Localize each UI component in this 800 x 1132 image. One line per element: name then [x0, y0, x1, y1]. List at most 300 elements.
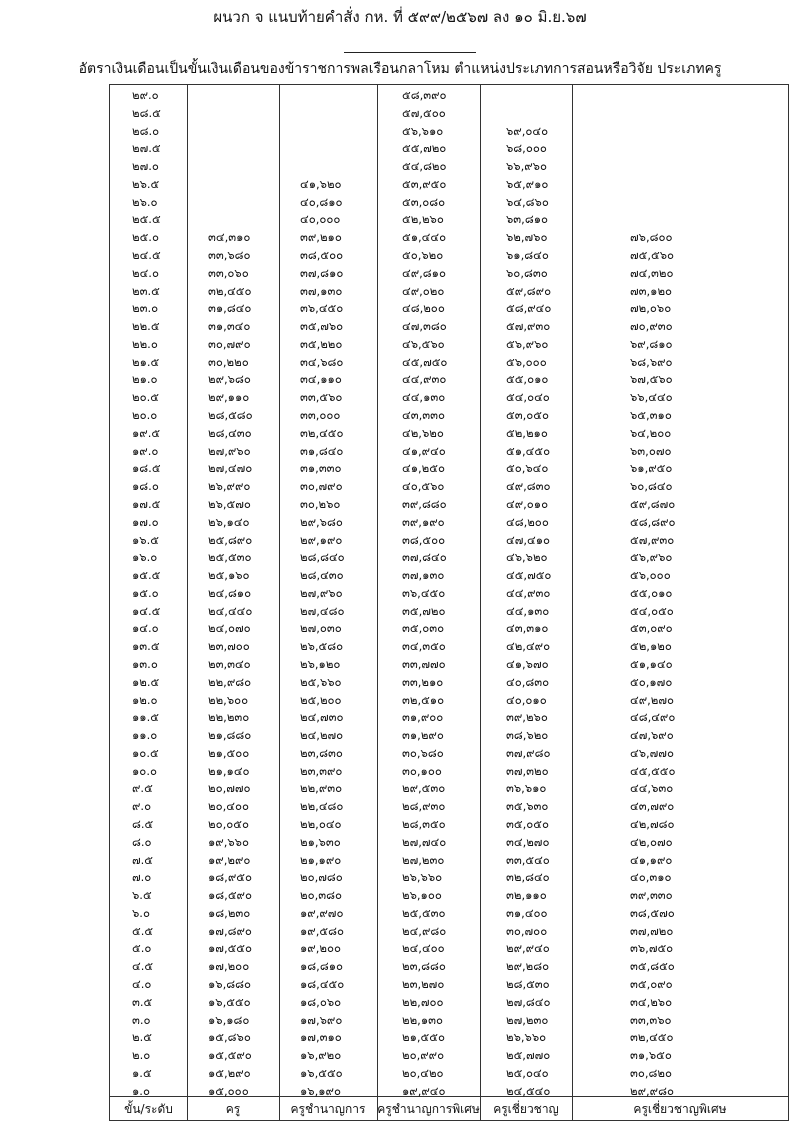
senior-professional-cell: ๒๙,๕๓๐ [402, 781, 446, 796]
table-row [110, 834, 788, 852]
expert-cell: ๕๓,๐๕๐ [506, 408, 549, 423]
teacher-cell: ๒๑,๘๘๐ [208, 728, 252, 743]
professional-cell: ๒๒,๔๘๐ [300, 799, 344, 814]
senior-expert-cell: ๗๕,๕๖๐ [630, 248, 675, 263]
table-row [110, 852, 788, 870]
step-cell: ๖.๐ [132, 905, 150, 920]
step-cell: ๑๗.๐ [132, 514, 159, 529]
step-cell: ๑๘.๕ [132, 461, 161, 476]
professional-cell: ๒๐,๓๘๐ [300, 888, 343, 903]
senior-expert-cell: ๖๑,๙๕๐ [630, 461, 673, 476]
teacher-cell: ๒๓,๗๐๐ [208, 639, 250, 654]
step-cell: ๒๖.๕ [132, 176, 160, 191]
expert-cell: ๖๒,๗๖๐ [506, 230, 548, 245]
professional-cell: ๓๙,๒๑๐ [300, 230, 342, 245]
step-cell: ๑๐.๕ [132, 745, 159, 760]
step-cell: ๑๔.๐ [132, 621, 159, 636]
professional-cell: ๓๑,๘๔๐ [300, 443, 344, 458]
step-cell: ๖.๕ [132, 888, 152, 903]
senior-professional-cell: ๓๕,๗๒๐ [402, 603, 446, 618]
senior-professional-cell: ๕๘,๓๙๐ [402, 88, 447, 102]
senior-expert-cell: ๓๖,๗๕๐ [630, 941, 674, 956]
senior-expert-cell: ๕๖,๙๖๐ [630, 550, 673, 565]
expert-cell: ๕๐,๖๔๐ [506, 461, 549, 476]
table-row [110, 887, 788, 905]
teacher-cell: ๓๓,๖๘๐ [208, 248, 251, 263]
senior-expert-cell [630, 87, 710, 105]
table-row [110, 620, 788, 638]
table-row [110, 194, 788, 212]
table-row [110, 976, 788, 994]
professional-cell: ๒๒,๙๓๐ [300, 781, 343, 796]
expert-cell: ๓๐,๗๐๐ [506, 923, 548, 938]
professional-cell: ๒๖,๕๘๐ [300, 639, 344, 654]
teacher-cell: ๒๐,๔๐๐ [208, 799, 249, 814]
senior-expert-cell: ๖๙,๘๑๐ [630, 336, 673, 351]
senior-professional-cell: ๓๔,๓๕๐ [402, 639, 446, 654]
expert-cell: ๒๙,๙๔๐ [506, 941, 550, 956]
professional-cell: ๒๕,๖๖๐ [300, 674, 342, 689]
senior-professional-cell: ๒๘,๙๓๐ [402, 799, 446, 814]
step-cell: ๑๗.๕ [132, 496, 161, 511]
step-cell: ๒๘.๕ [132, 105, 161, 120]
senior-expert-cell: ๕๕,๐๑๐ [630, 585, 673, 600]
professional-cell: ๒๑,๑๙๐ [300, 852, 342, 867]
senior-expert-cell: ๓๔,๒๖๐ [630, 994, 673, 1009]
table-row [110, 780, 788, 798]
teacher-cell: ๒๔,๐๗๐ [208, 621, 251, 636]
senior-professional-cell: ๕๓,๙๕๐ [402, 176, 447, 191]
professional-cell: ๑๘,๐๖๐ [300, 994, 342, 1009]
step-cell: ๑๙.๐ [132, 443, 159, 458]
professional-cell: ๓๖,๔๕๐ [300, 301, 344, 316]
step-cell: ๒๒.๕ [132, 319, 160, 334]
step-cell: ๒๘.๐ [132, 123, 160, 138]
table-row [110, 940, 788, 958]
senior-expert-cell: ๕๘,๘๙๐ [630, 514, 676, 529]
step-cell: ๔.๕ [132, 959, 154, 974]
teacher-cell: ๒๕,๘๙๐ [208, 532, 253, 547]
senior-expert-cell: ๓๘,๕๗๐ [630, 905, 675, 920]
expert-cell: ๔๑,๖๗๐ [506, 656, 549, 671]
professional-cell: ๔๐,๘๑๐ [300, 194, 343, 209]
teacher-cell [208, 211, 278, 229]
senior-expert-cell: ๓๕,๐๙๐ [630, 977, 673, 991]
senior-expert-cell: ๔๕,๕๕๐ [630, 763, 676, 778]
professional-cell: ๑๗,๖๙๐ [300, 1012, 343, 1027]
expert-cell: ๔๓,๓๑๐ [506, 621, 549, 636]
expert-cell: ๕๔,๐๔๐ [506, 390, 550, 405]
expert-cell: ๕๑,๔๕๐ [506, 443, 551, 458]
table-row [110, 176, 788, 194]
senior-expert-cell: ๔๐,๓๑๐ [630, 870, 672, 885]
senior-professional-cell: ๓๖,๔๕๐ [402, 585, 446, 600]
document-subtitle: อัตราเงินเดือนเป็นขั้นเงินเดือนของข้าราชการพลเรือนกลาโหม ตำแหน่งประเภทการสอนหรือวิจัย ประเภทครู [78, 61, 722, 77]
expert-cell: ๔๙,๐๑๐ [506, 496, 549, 511]
senior-professional-cell: ๔๑,๒๕๐ [402, 461, 445, 476]
senior-professional-cell: ๓๓,๗๗๐ [402, 656, 446, 671]
table-row [110, 211, 788, 229]
professional-cell: ๑๙,๒๐๐ [300, 941, 341, 956]
step-cell: ๓.๐ [132, 1012, 151, 1027]
senior-expert-cell: ๔๔,๖๓๐ [630, 781, 674, 796]
step-cell: ๑๔.๕ [132, 603, 161, 618]
teacher-cell: ๒๒,๒๓๐ [208, 710, 250, 725]
table-row [110, 585, 788, 603]
teacher-cell: ๑๕,๒๙๐ [208, 1065, 251, 1080]
step-cell: ๒๐.๐ [132, 408, 158, 423]
table-row [110, 336, 788, 354]
expert-cell: ๒๕,๐๔๐ [506, 1065, 549, 1080]
senior-professional-cell: ๓๑,๙๐๐ [402, 710, 444, 725]
table-row [110, 763, 788, 781]
senior-expert-cell: ๓๗,๗๒๐ [630, 923, 674, 938]
teacher-cell: ๓๒,๔๕๐ [208, 283, 252, 298]
senior-expert-cell: ๖๖,๔๔๐ [630, 390, 673, 405]
senior-expert-cell: ๔๒,๐๗๐ [630, 834, 673, 849]
professional-cell: ๓๔,๖๘๐ [300, 354, 344, 369]
step-cell: ๒๐.๕ [132, 390, 159, 405]
step-cell: ๑.๐ [132, 1083, 150, 1098]
expert-cell: ๔๗,๔๑๐ [506, 532, 551, 547]
step-cell: ๗.๐ [132, 870, 152, 885]
table-row [110, 798, 788, 816]
professional-cell: ๒๕,๒๐๐ [300, 692, 342, 707]
teacher-cell [208, 194, 278, 212]
teacher-cell: ๒๐,๗๗๐ [208, 781, 251, 796]
senior-professional-cell: ๒๔,๔๐๐ [402, 941, 445, 956]
senior-professional-cell: ๔๗,๓๘๐ [402, 319, 447, 334]
table-row [110, 158, 788, 176]
step-cell: ๑๐.๐ [132, 763, 157, 778]
step-cell: ๑๘.๐ [132, 479, 159, 494]
senior-expert-cell: ๔๘,๔๙๐ [630, 710, 676, 725]
senior-expert-cell [630, 158, 710, 176]
senior-professional-cell: ๔๕,๗๕๐ [402, 354, 448, 369]
senior-professional-cell: ๒๕,๕๓๐ [402, 905, 446, 920]
professional-cell: ๓๕,๒๒๐ [300, 336, 343, 351]
expert-cell: ๔๙,๘๓๐ [506, 479, 551, 494]
senior-professional-cell: ๒๖,๑๐๐ [402, 888, 442, 903]
senior-expert-cell: ๔๙,๒๗๐ [630, 692, 675, 707]
senior-professional-cell: ๒๘,๓๕๐ [402, 816, 446, 831]
table-row [110, 87, 788, 105]
senior-professional-cell: ๓๙,๑๙๐ [402, 514, 445, 529]
step-cell: ๑๖.๐ [132, 550, 158, 565]
professional-cell: ๓๑,๓๓๐ [300, 461, 342, 476]
senior-professional-cell: ๓๒,๕๑๐ [402, 692, 445, 707]
teacher-cell [208, 105, 278, 123]
teacher-cell: ๑๕,๕๙๐ [208, 1048, 252, 1063]
teacher-cell: ๑๗,๕๕๐ [208, 941, 253, 956]
teacher-cell: ๑๕,๘๖๐ [208, 1030, 251, 1045]
step-cell: ๒๕.๐ [132, 230, 159, 245]
expert-cell [506, 105, 586, 123]
step-cell: ๘.๕ [132, 816, 154, 831]
professional-cell: ๓๕,๗๖๐ [300, 319, 344, 334]
professional-cell: ๒๔,๒๗๐ [300, 728, 344, 743]
senior-expert-cell: ๗๓,๑๒๐ [630, 283, 673, 298]
expert-cell: ๕๖,๙๖๐ [506, 336, 549, 351]
senior-professional-cell: ๔๒,๖๒๐ [402, 425, 444, 440]
expert-cell: ๓๕,๐๕๐ [506, 816, 549, 831]
table-row [110, 923, 788, 941]
step-cell: ๒๓.๕ [132, 283, 160, 298]
expert-cell: ๕๙,๘๙๐ [506, 283, 552, 298]
table-row [110, 532, 788, 550]
senior-professional-cell: ๕๑,๔๔๐ [402, 230, 447, 245]
teacher-cell: ๑๗,๘๙๐ [208, 923, 252, 938]
senior-professional-cell: ๓๐,๖๘๐ [402, 745, 444, 760]
professional-cell: ๒๔,๗๓๐ [300, 710, 344, 725]
expert-cell: ๔๕,๗๕๐ [506, 568, 552, 583]
table-row [110, 229, 788, 247]
senior-expert-cell: ๕๒,๑๒๐ [630, 639, 672, 654]
professional-cell [300, 105, 380, 123]
table-row [110, 354, 788, 372]
step-cell: ๑๒.๕ [132, 674, 160, 689]
expert-cell: ๕๕,๐๑๐ [506, 372, 549, 387]
senior-expert-cell: ๒๙,๙๘๐ [630, 1083, 674, 1098]
expert-cell: ๒๗,๘๔๐ [506, 994, 551, 1009]
professional-cell [300, 140, 380, 158]
senior-professional-cell: ๓๕,๐๓๐ [402, 621, 445, 636]
senior-expert-cell: ๓๕,๘๕๐ [630, 959, 675, 974]
expert-cell: ๔๔,๑๓๐ [506, 603, 550, 618]
professional-cell: ๑๖,๑๙๐ [300, 1083, 341, 1098]
table-row [110, 1047, 788, 1065]
expert-cell: ๖๔,๘๖๐ [506, 194, 549, 209]
senior-professional-cell: ๕๗,๕๐๐ [402, 105, 446, 120]
senior-professional-cell: ๔๖,๕๖๐ [402, 336, 445, 351]
senior-expert-cell: ๕๙,๘๗๐ [630, 496, 676, 511]
teacher-cell: ๒๙,๖๘๐ [208, 372, 251, 387]
step-cell: ๒๗.๕ [132, 141, 161, 156]
document-title: ผนวก จ แนบท้ายคำสั่ง กห. ที่ ๕๙๙/๒๕๖๗ ลง ๑๐ มิ.ย.๖๗ [213, 8, 587, 26]
professional-cell: ๔๑,๖๒๐ [300, 176, 342, 191]
column-header-senior-expert: ครูเชี่ยวชาญพิเศษ [633, 1102, 727, 1116]
expert-cell: ๓๗,๓๒๐ [506, 763, 549, 778]
teacher-cell: ๑๕,๐๐๐ [208, 1083, 249, 1098]
teacher-cell: ๑๙,๒๙๐ [208, 852, 251, 867]
teacher-cell: ๒๒,๙๘๐ [208, 674, 252, 689]
professional-cell: ๒๗,๐๓๐ [300, 621, 342, 636]
teacher-cell: ๒๐,๐๕๐ [208, 816, 249, 831]
expert-cell: ๓๙,๒๖๐ [506, 710, 548, 725]
step-cell: ๑๙.๕ [132, 425, 161, 440]
step-cell: ๒๔.๕ [132, 248, 161, 263]
table-row [110, 549, 788, 567]
expert-cell: ๒๗,๒๓๐ [506, 1012, 549, 1027]
expert-cell: ๖๐,๘๓๐ [506, 265, 548, 280]
senior-expert-cell: ๖๕,๓๑๐ [630, 408, 672, 423]
professional-cell: ๑๘,๔๕๐ [300, 977, 345, 991]
table-row [110, 514, 788, 532]
table-row [110, 674, 788, 692]
senior-professional-cell: ๕๖,๖๑๐ [402, 123, 444, 138]
professional-cell: ๓๔,๑๑๐ [300, 372, 342, 387]
senior-expert-cell: ๕๗,๙๓๐ [630, 532, 675, 547]
table-row [110, 994, 788, 1012]
table-row [110, 478, 788, 496]
senior-professional-cell: ๕๔,๘๒๐ [402, 159, 447, 174]
step-cell: ๒๑.๕ [132, 354, 160, 369]
professional-cell: ๒๓,๓๙๐ [300, 763, 343, 778]
teacher-cell: ๒๔,๘๑๐ [208, 585, 252, 600]
table-row [110, 496, 788, 514]
professional-cell: ๑๖,๕๕๐ [300, 1065, 343, 1080]
table-row [110, 638, 788, 656]
title-underline [344, 52, 476, 53]
senior-expert-cell: ๖๗,๕๖๐ [630, 372, 673, 387]
senior-professional-cell: ๔๔,๑๓๐ [402, 390, 446, 405]
table-row [110, 371, 788, 389]
professional-cell: ๒๙,๖๘๐ [300, 514, 343, 529]
professional-cell: ๓๗,๘๑๐ [300, 265, 344, 280]
senior-expert-cell [630, 211, 710, 229]
senior-professional-cell: ๔๙,๘๑๐ [402, 265, 446, 280]
senior-expert-cell: ๓๒,๔๕๐ [630, 1030, 674, 1045]
senior-professional-cell: ๓๑,๒๙๐ [402, 728, 444, 743]
table-row [110, 1012, 788, 1030]
senior-expert-cell: ๕๐,๑๗๐ [630, 674, 673, 689]
professional-cell: ๓๓,๕๖๐ [300, 390, 343, 405]
professional-cell: ๓๐,๒๖๐ [300, 496, 341, 511]
professional-cell: ๒๘,๔๓๐ [300, 568, 344, 583]
senior-expert-cell: ๖๓,๐๗๐ [630, 443, 672, 458]
table-row [110, 1029, 788, 1047]
table-row [110, 727, 788, 745]
step-cell: ๒๗.๐ [132, 159, 159, 174]
expert-cell: ๒๔,๕๔๐ [506, 1083, 551, 1098]
step-cell: ๒๑.๐ [132, 372, 158, 387]
expert-cell: ๒๕,๗๗๐ [506, 1048, 551, 1063]
table-row [110, 318, 788, 336]
table-row [110, 389, 788, 407]
teacher-cell: ๑๘,๒๓๐ [208, 905, 251, 920]
senior-expert-cell: ๓๓,๓๖๐ [630, 1012, 672, 1027]
table-row [110, 283, 788, 301]
expert-cell: ๔๐,๐๑๐ [506, 692, 547, 707]
step-cell: ๙.๐ [132, 799, 152, 814]
step-cell: ๘.๐ [132, 834, 152, 849]
professional-cell: ๑๙,๙๗๐ [300, 905, 344, 920]
step-cell: ๙.๕ [132, 781, 153, 796]
professional-cell: ๓๓,๐๐๐ [300, 408, 341, 423]
step-cell: ๒๔.๐ [132, 265, 159, 280]
senior-expert-cell: ๓๐,๘๒๐ [630, 1065, 673, 1080]
senior-expert-cell [630, 123, 710, 141]
step-cell: ๑๑.๕ [132, 710, 159, 725]
senior-expert-cell [630, 194, 710, 212]
senior-professional-cell: ๔๘,๒๐๐ [402, 301, 445, 316]
professional-cell: ๒๑,๖๓๐ [300, 834, 341, 849]
step-cell: ๑๓.๐ [132, 656, 158, 671]
column-header-step: ขั้น/ระดับ [124, 1102, 173, 1116]
step-cell: ๒.๐ [132, 1048, 151, 1063]
teacher-cell [208, 176, 278, 194]
senior-expert-cell: ๕๔,๐๕๐ [630, 603, 674, 618]
senior-professional-cell: ๒๒,๑๓๐ [402, 1012, 443, 1027]
senior-professional-cell: ๒๒,๗๐๐ [402, 994, 444, 1009]
professional-cell: ๒๗,๔๘๐ [300, 603, 345, 618]
senior-expert-cell: ๔๖,๗๗๐ [630, 745, 674, 760]
expert-cell: ๓๑,๔๐๐ [506, 905, 548, 920]
table-row [110, 567, 788, 585]
professional-cell: ๒๖,๑๒๐ [300, 656, 341, 671]
column-header-expert: ครูเชี่ยวชาญ [493, 1102, 559, 1116]
expert-cell: ๓๕,๖๓๐ [506, 799, 549, 814]
salary-table [109, 84, 789, 1121]
professional-cell [300, 123, 380, 141]
senior-professional-cell: ๓๙,๘๘๐ [402, 496, 447, 511]
senior-expert-cell: ๔๑,๑๙๐ [630, 852, 673, 867]
professional-cell: ๒๗,๙๖๐ [300, 585, 343, 600]
professional-cell: ๓๘,๕๐๐ [300, 248, 344, 263]
step-cell: ๑.๕ [132, 1065, 152, 1080]
step-cell: ๑๒.๐ [132, 692, 158, 707]
step-cell: ๑๕.๐ [132, 585, 159, 600]
senior-professional-cell: ๔๑,๙๔๐ [402, 443, 446, 458]
professional-cell: ๒๘,๘๔๐ [300, 550, 345, 565]
expert-cell: ๓๓,๕๔๐ [506, 852, 550, 867]
expert-cell: ๖๖,๙๖๐ [506, 159, 547, 174]
table-row [110, 1083, 788, 1101]
senior-professional-cell: ๕๒,๒๖๐ [402, 212, 444, 227]
step-cell: ๒๒.๐ [132, 336, 158, 351]
senior-professional-cell: ๒๑,๕๕๐ [402, 1030, 445, 1045]
teacher-cell: ๒๑,๑๔๐ [208, 763, 250, 778]
senior-professional-cell: ๓๘,๕๐๐ [402, 532, 446, 547]
table-row [110, 300, 788, 318]
step-cell: ๔.๐ [132, 977, 152, 991]
expert-cell: ๓๒,๘๔๐ [506, 870, 550, 885]
step-cell: ๕.๕ [132, 923, 154, 938]
senior-expert-cell: ๗๔,๓๒๐ [630, 265, 674, 280]
professional-cell: ๒๐,๗๘๐ [300, 870, 343, 885]
expert-cell: ๖๘,๐๐๐ [506, 141, 547, 156]
expert-cell: ๔๔,๙๓๐ [506, 585, 551, 600]
senior-professional-cell: ๑๙,๙๔๐ [402, 1083, 446, 1098]
expert-cell: ๔๐,๘๓๐ [506, 674, 550, 689]
professional-cell: ๓๐,๗๙๐ [300, 479, 343, 494]
senior-professional-cell: ๒๗,๗๔๐ [402, 834, 447, 849]
senior-expert-cell: ๗๖,๘๐๐ [630, 230, 673, 245]
senior-professional-cell: ๔๔,๙๓๐ [402, 372, 447, 387]
senior-professional-cell: ๒๓,๘๘๐ [402, 959, 446, 974]
step-cell: ๒๖.๐ [132, 194, 158, 209]
expert-cell: ๕๗,๙๓๐ [506, 319, 551, 334]
teacher-cell: ๒๕,๕๓๐ [208, 550, 252, 565]
senior-expert-cell [630, 105, 710, 123]
senior-professional-cell: ๒๐,๙๙๐ [402, 1048, 445, 1063]
senior-expert-cell: ๔๒,๗๘๐ [630, 816, 675, 831]
teacher-cell [208, 87, 278, 105]
expert-cell: ๒๙,๒๘๐ [506, 959, 550, 974]
senior-expert-cell: ๕๓,๐๙๐ [630, 621, 673, 636]
expert-cell: ๒๘,๕๓๐ [506, 977, 550, 991]
teacher-cell: ๑๗,๒๐๐ [208, 959, 250, 974]
senior-professional-cell: ๓๐,๑๐๐ [402, 763, 442, 778]
teacher-cell: ๑๘,๕๙๐ [208, 888, 252, 903]
expert-cell: ๕๘,๙๔๐ [506, 301, 552, 316]
expert-cell: ๖๕,๙๑๐ [506, 176, 549, 191]
step-cell: ๑๓.๕ [132, 639, 160, 654]
professional-cell [300, 87, 380, 105]
table-row [110, 1065, 788, 1083]
senior-professional-cell: ๒๐,๔๒๐ [402, 1065, 444, 1080]
senior-professional-cell: ๕๐,๖๒๐ [402, 248, 444, 263]
